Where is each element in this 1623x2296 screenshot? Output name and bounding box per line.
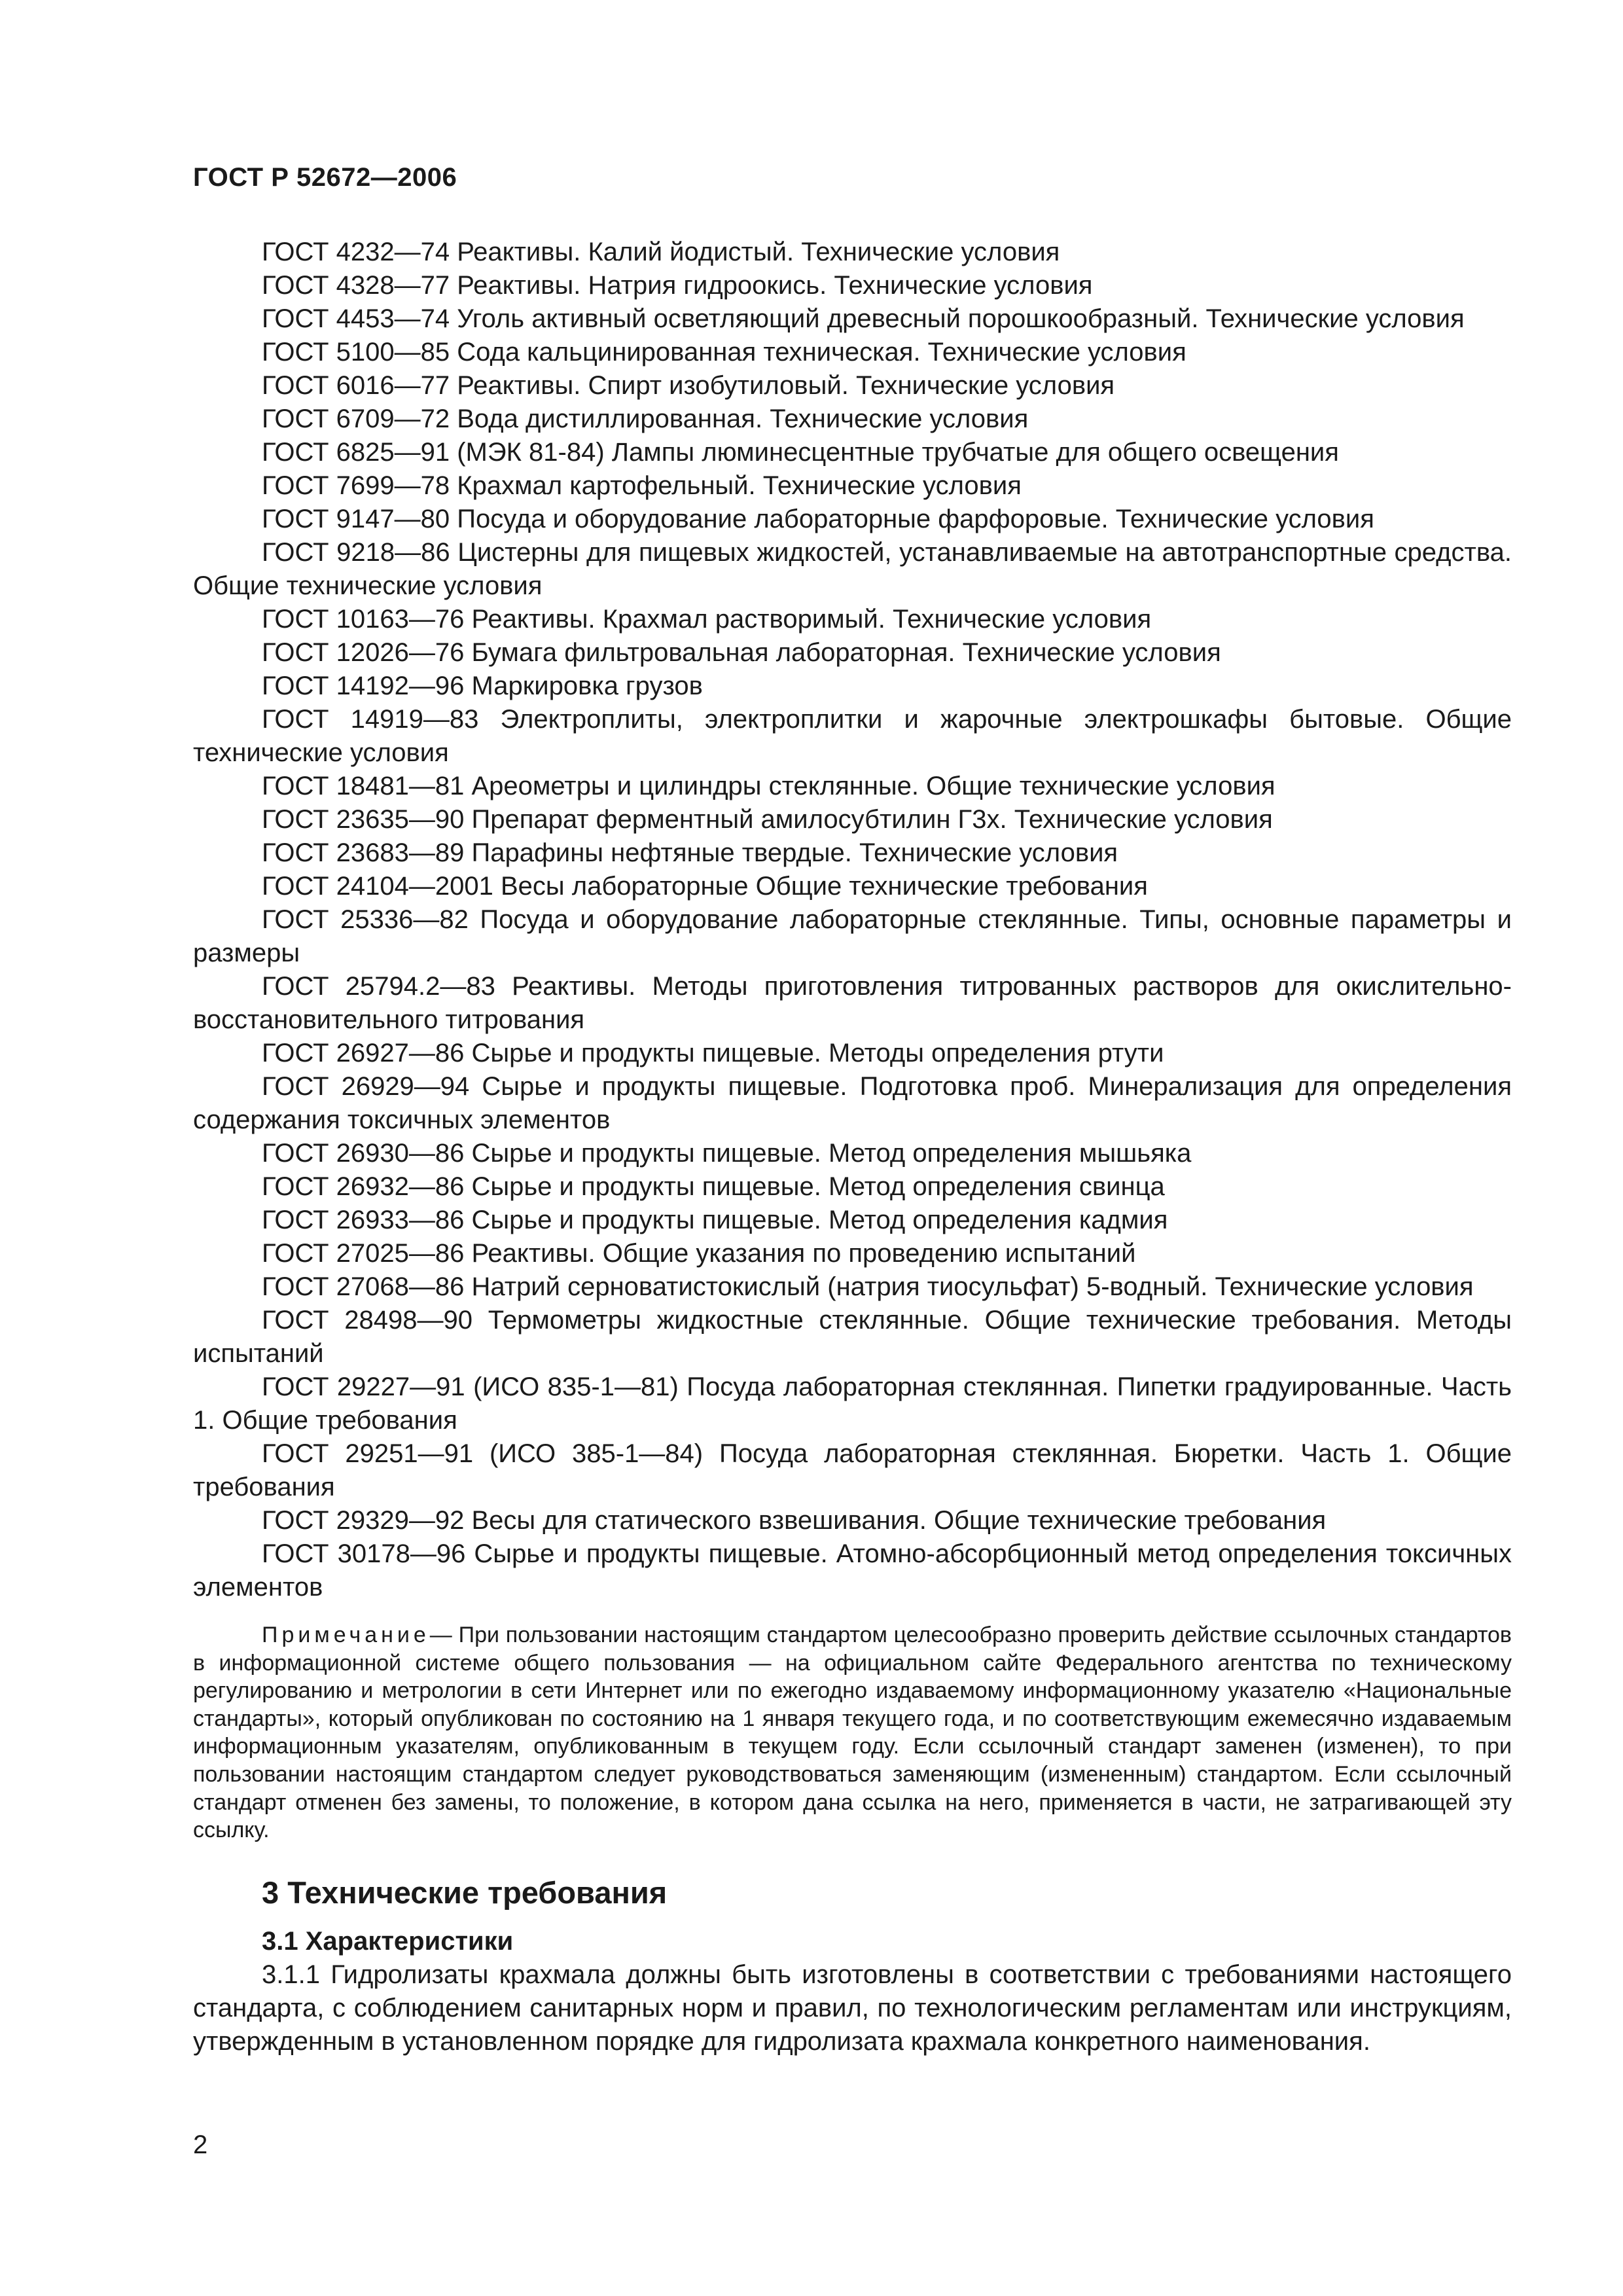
reference-item: ГОСТ 25794.2—83 Реактивы. Методы приготовления титрованных растворов для окислительно-восстановительного титрования (193, 972, 1512, 1034)
normative-references-list (193, 236, 1512, 1604)
reference-item: ГОСТ 6709—72 Вода дистиллированная. Технические условия (262, 404, 1029, 433)
reference-item: ГОСТ 4453—74 Уголь активный осветляющий древесный порошкообразный. Технические условия (262, 304, 1465, 333)
reference-item: ГОСТ 26933—86 Сырье и продукты пищевые. Метод определения кадмия (262, 1206, 1168, 1234)
reference-item: ГОСТ 27068—86 Натрий серноватистокислый (натрия тиосульфат) 5-водный. Технические условия (262, 1272, 1474, 1301)
reference-item: ГОСТ 9218—86 Цистерны для пищевых жидкостей, устанавливаемые на автотранспортные средства. Общие технические условия (193, 538, 1512, 600)
reference-item: ГОСТ 27025—86 Реактивы. Общие указания по проведению испытаний (262, 1239, 1136, 1268)
reference-item: ГОСТ 26932—86 Сырье и продукты пищевые. Метод определения свинца (262, 1172, 1165, 1201)
reference-item: ГОСТ 26927—86 Сырье и продукты пищевые. Методы определения ртути (262, 1039, 1164, 1067)
reference-item: ГОСТ 23635—90 Препарат ферментный амилосубтилин Г3х. Технические условия (262, 805, 1273, 834)
note-paragraph (193, 1621, 1512, 1844)
reference-item: ГОСТ 6825—91 (МЭК 81-84) Лампы люминесцентные трубчатые для общего освещения (262, 438, 1339, 467)
reference-item: ГОСТ 9147—80 Посуда и оборудование лабораторные фарфоровые. Технические условия (262, 505, 1374, 533)
reference-item: ГОСТ 24104—2001 Весы лабораторные Общие технические требования (262, 872, 1148, 901)
page-number: 2 (193, 2130, 208, 2159)
reference-item: ГОСТ 4232—74 Реактивы. Калий йодистый. Технические условия (262, 238, 1060, 266)
reference-item: ГОСТ 26929—94 Сырье и продукты пищевые. Подготовка проб. Минерализация для определения содержания токсичных элементов (193, 1072, 1512, 1134)
subsection-title: 3.1 Характеристики (262, 1926, 514, 1956)
reference-item: ГОСТ 18481—81 Ареометры и цилиндры стеклянные. Общие технические условия (262, 772, 1275, 800)
reference-item: ГОСТ 29329—92 Весы для статического взвешивания. Общие технические требования (262, 1506, 1327, 1535)
note-label: Примечание (262, 1623, 430, 1647)
reference-item: ГОСТ 5100—85 Сода кальцинированная техническая. Технические условия (262, 338, 1186, 367)
reference-item: ГОСТ 26930—86 Сырье и продукты пищевые. Метод определения мышьяка (262, 1139, 1192, 1168)
reference-item: ГОСТ 29227—91 (ИСО 835-1—81) Посуда лабораторная стеклянная. Пипетки градуированные. Часть 1. Общие требования (193, 1372, 1512, 1435)
reference-item: ГОСТ 14919—83 Электроплиты, электроплитки и жарочные электрошкафы бытовые. Общие технические условия (193, 705, 1512, 767)
reference-item: ГОСТ 7699—78 Крахмал картофельный. Технические условия (262, 471, 1022, 500)
body-paragraph: 3.1.1 Гидролизаты крахмала должны быть изготовлены в соответствии с требованиями настоящего стандарта, с соблюдением санитарных норм и правил, по технологическим регламентам или инструкциям, утвержденным в установленном порядке для гидролизата крахмала конкретного наименования. (193, 1960, 1512, 2056)
reference-item: ГОСТ 14192—96 Маркировка грузов (262, 672, 703, 700)
document-body (193, 236, 1512, 2058)
reference-item: ГОСТ 29251—91 (ИСО 385-1—84) Посуда лабораторная стеклянная. Бюретки. Часть 1. Общие требования (193, 1439, 1512, 1501)
reference-item: ГОСТ 6016—77 Реактивы. Спирт изобутиловый. Технические условия (262, 371, 1115, 400)
reference-item: ГОСТ 12026—76 Бумага фильтровальная лабораторная. Технические условия (262, 638, 1221, 667)
reference-item: ГОСТ 4328—77 Реактивы. Натрия гидроокись. Технические условия (262, 271, 1093, 300)
reference-item: ГОСТ 28498—90 Термометры жидкостные стеклянные. Общие технические требования. Методы испытаний (193, 1306, 1512, 1368)
reference-item: ГОСТ 10163—76 Реактивы. Крахмал растворимый. Технические условия (262, 605, 1152, 634)
section-title: 3 Технические требования (262, 1874, 668, 1910)
reference-item: ГОСТ 30178—96 Сырье и продукты пищевые. Атомно-абсорбционный метод определения токсичных элементов (193, 1539, 1512, 1602)
document-header-code: ГОСТ Р 52672—2006 (193, 163, 457, 192)
note-text: — При пользовании настоящим стандартом целесообразно проверить действие ссылочных стандартов в информационной системе общего пользования — на официальном сайте Федерального агентства по техническому регулированию и метрологии в сети Интернет или по ежегодно издаваемому информационному указателю «Национальные стандарты», который опубликован по состоянию на 1 января текущего года, и по соответствующим ежемесячно издаваемым информационным указателям, опубликованным в текущем году. Если ссылочный стандарт заменен (изменен), то при пользовании настоящим стандартом следует руководствоваться заменяющим (измененным) стандартом. Если ссылочный стандарт отменен без замены, то положение, в котором дана ссылка на него, применяется в части, не затрагивающей эту ссылку. (193, 1623, 1512, 1843)
reference-item: ГОСТ 23683—89 Парафины нефтяные твердые. Технические условия (262, 838, 1118, 867)
reference-item: ГОСТ 25336—82 Посуда и оборудование лабораторные стеклянные. Типы, основные параметры и размеры (193, 905, 1512, 967)
